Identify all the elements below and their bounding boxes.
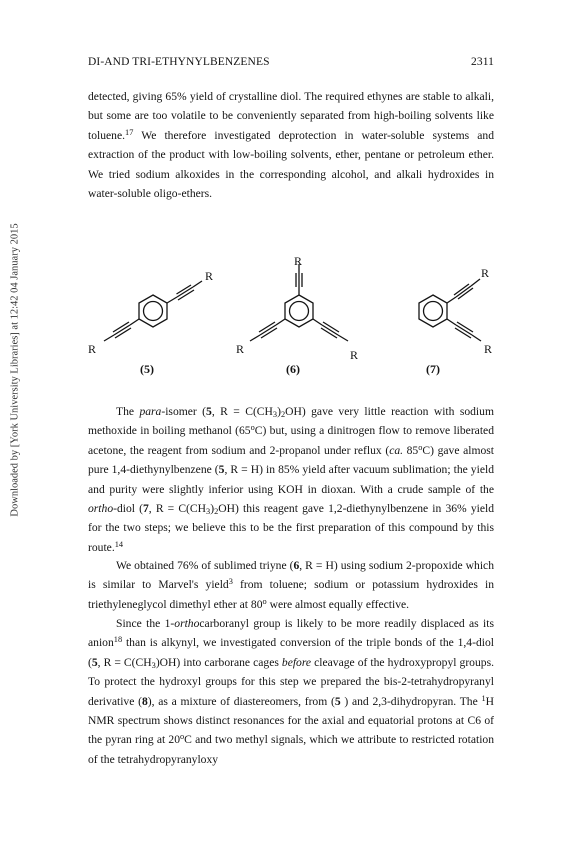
paragraph-intro: detected, giving 65% yield of crystalline diol. The required ethynes are stable to alkali, but some are too volatile to be conveniently separated from high-boiling solvents like toluene.$^{17}$ We therefore investigated deprotection in water-soluble systems and extraction of the product with low-boiling solvents, ether, pentane or petroleum ether. We tried sodium alkoxides in the corresponding alcohol, and alkali hydroxides in water-soluble oligo-ethers. [88,90,494,201]
page-number: 2311 [471,56,494,68]
r-label: R [484,342,493,356]
running-title: DI-AND TRI-ETHYNYLBENZENES [88,56,270,68]
r-label: R [350,348,359,362]
download-watermark [6,120,23,620]
r-label: R [294,254,303,268]
compound-label-5: (5) [140,362,154,376]
structures-5-6-7 [60,254,520,382]
paragraph-para-isomer: The para-isomer (5, $R = C(CH_3)_2OH$) gave very little reaction with sodium methoxide in boiling methanol (65$^o$C) but, using a dinitrogen flow to remove liberated acetone, the reagent from sodium and 2-propanol under reflux (ca. 85$^o$C) gave almost pure 1,4-diethynylbenzene (5, R = H) in 85% yield after vacuum sublimation; the yield and purity were slightly inferior using KOH in dioxan. With a crude sample of the ortho-diol (7, $R = C(CH_3)_2OH$) this reagent gave 1,2-diethynylbenzene in 36% yield for the two steps; we believe this to be the first preparation of this compound by this route.$^{14}$ [88,405,494,554]
paragraph-carborane: Since the 1-orthocarboranyl group is likely to be more readily displaced as its anion$^{18}$ than is alkynyl, we investigated conversion of the triple bonds of the 1,4-diol (5, $R = C(CH_3)OH$) into carborane cages before cleavage of the hydroxypropyl groups. To protect the hydroxyl groups for this step we prepared the bis-2-tetrahydropyranyl derivative (8), as a mixture of diastereomers, from (5 ) and 2,3-dihydropyran. The $^1$H NMR spectrum shows distinct resonances for the axial and equatorial protons at C6 of the pyran ring at 20$^o$C and two methyl signals, which we attribute to restricted rotation of the tetrahydropyranyloxy [88,617,495,766]
r-label: R [205,269,214,283]
paragraph-triyne: We obtained 76% of sublimed triyne (6, R = H) using sodium 2-propoxide which is similar to Marvel's yield$^3$ from toluene; sodium or potassium hydroxides in triethyleneglycol dimethyl ether at 80$^o$ were almost equally effective. [88,559,495,611]
r-label: R [88,342,97,356]
r-label: R [236,342,245,356]
reference-18: 18 [113,635,123,645]
r-label: R [481,266,490,280]
compound-7-structure [419,279,481,341]
reference-14: 14 [114,539,124,549]
compound-5-structure [104,281,202,341]
compound-6-structure [250,264,348,341]
reference-3: 3 [228,577,233,587]
download-note: Downloaded by [York University Libraries] at 12:42 04 January 2015 [9,223,20,517]
reference-17: 17 [125,127,134,137]
compound-label-6: (6) [286,362,300,376]
compound-label-7: (7) [426,362,440,376]
